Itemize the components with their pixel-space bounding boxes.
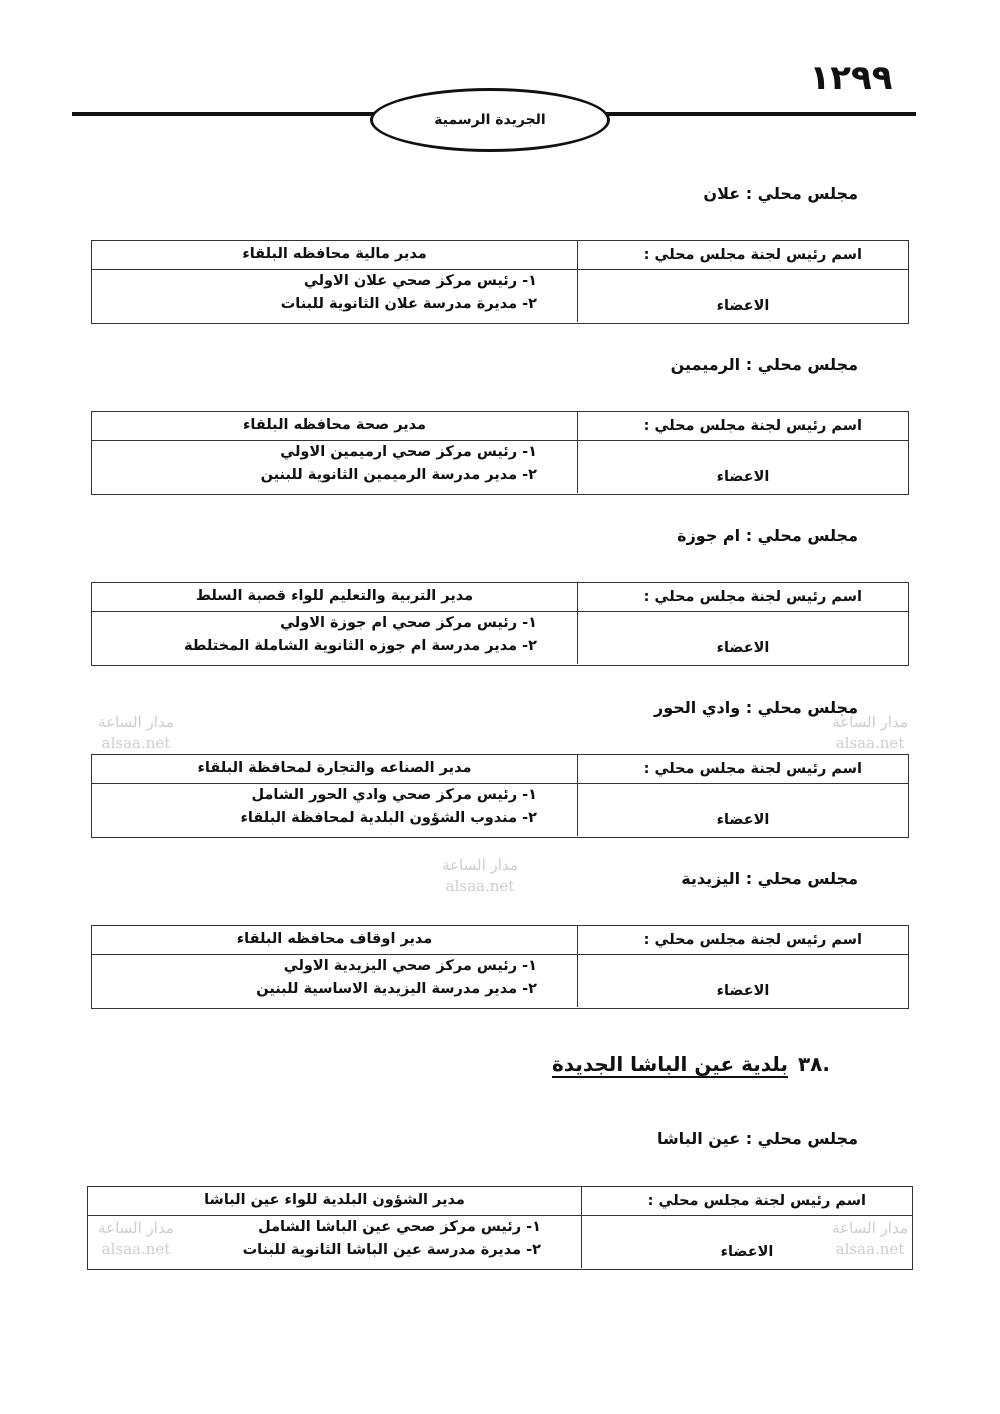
members-label: الاعضاء [716,469,770,485]
council-title: مجلس محلي : عين الباشا [656,1129,858,1148]
member-item: ١- رئيس مركز صحي علان الاولي [303,273,537,289]
watermark: مدار الساعة alsaa.net [98,713,174,752]
member-item: ١- رئيس مركز صحي ارميمين الاولي [280,444,537,460]
council-title: مجلس محلي : ام جوزة [677,526,858,545]
committee-table [87,1186,913,1270]
member-item: ٢- مديرة مدرسة عين الباشا الثانوية للبنات [242,1242,541,1258]
gazette-title: الجريدة الرسمية [370,88,610,152]
chair-value: مدير الصناعه والتجارة لمحافظة البلقاء [197,760,472,776]
member-item: ٢- مدير مدرسة اليزيدية الاساسية للبنين [256,981,537,997]
member-item: ٢- مندوب الشؤون البلدية لمحافظة البلقاء [240,810,537,826]
members-label: الاعضاء [716,640,770,656]
committee-table [91,925,909,1009]
members-label: الاعضاء [716,983,770,999]
municipality-heading [552,1052,830,1076]
chair-label: اسم رئيس لجنة مجلس محلي : [643,247,862,263]
council-title: مجلس محلي : علان [703,184,858,203]
chair-label: اسم رئيس لجنة مجلس محلي : [643,761,862,777]
committee-table [91,411,909,495]
council-title: مجلس محلي : اليزيدية [681,869,858,888]
chair-label: اسم رئيس لجنة مجلس محلي : [647,1193,866,1209]
chair-label: اسم رئيس لجنة مجلس محلي : [643,932,862,948]
committee-table [91,754,909,838]
chair-value: مدير اوقاف محافظه البلقاء [236,931,433,947]
member-item: ٢- مديرة مدرسة علان الثانوية للبنات [280,296,537,312]
committee-table [91,582,909,666]
chair-label: اسم رئيس لجنة مجلس محلي : [643,589,862,605]
watermark: مدار الساعة alsaa.net [98,1219,174,1258]
member-item: ٢- مدير مدرسة ام جوزه الثانوية الشاملة المختلطة [183,638,537,654]
member-item: ١- رئيس مركز صحي وادي الحور الشامل [251,787,537,803]
page-number: ١٢٩٩ [809,58,893,98]
members-label: الاعضاء [720,1244,774,1260]
member-item: ١- رئيس مركز صحي ام جوزة الاولي [280,615,537,631]
committee-table [91,240,909,324]
chair-value: مدير صحة محافظه البلقاء [242,417,427,433]
watermark: مدار الساعة alsaa.net [442,856,518,895]
watermark: مدار الساعة alsaa.net [832,1219,908,1258]
member-item: ٢- مدير مدرسة الرميمين الثانوية للبنين [260,467,537,483]
members-label: الاعضاء [716,812,770,828]
members-label: الاعضاء [716,298,770,314]
member-item: ١- رئيس مركز صحي اليزيدية الاولي [283,958,537,974]
member-item: ١- رئيس مركز صحي عين الباشا الشامل [258,1219,541,1235]
chair-value: مدير التربية والتعليم للواء قصبة السلط [195,588,474,604]
chair-value: مدير مالية محافظه البلقاء [242,246,427,262]
chair-label: اسم رئيس لجنة مجلس محلي : [643,418,862,434]
watermark: مدار الساعة alsaa.net [832,713,908,752]
council-title: مجلس محلي : وادي الحور [654,698,858,717]
chair-value: مدير الشؤون البلدية للواء عين الباشا [204,1192,465,1208]
municipality-number: .٣٨ [797,1052,830,1076]
municipality-name: بلدية عين الباشا الجديدة [551,1052,788,1076]
council-title: مجلس محلي : الرميمين [670,355,858,374]
